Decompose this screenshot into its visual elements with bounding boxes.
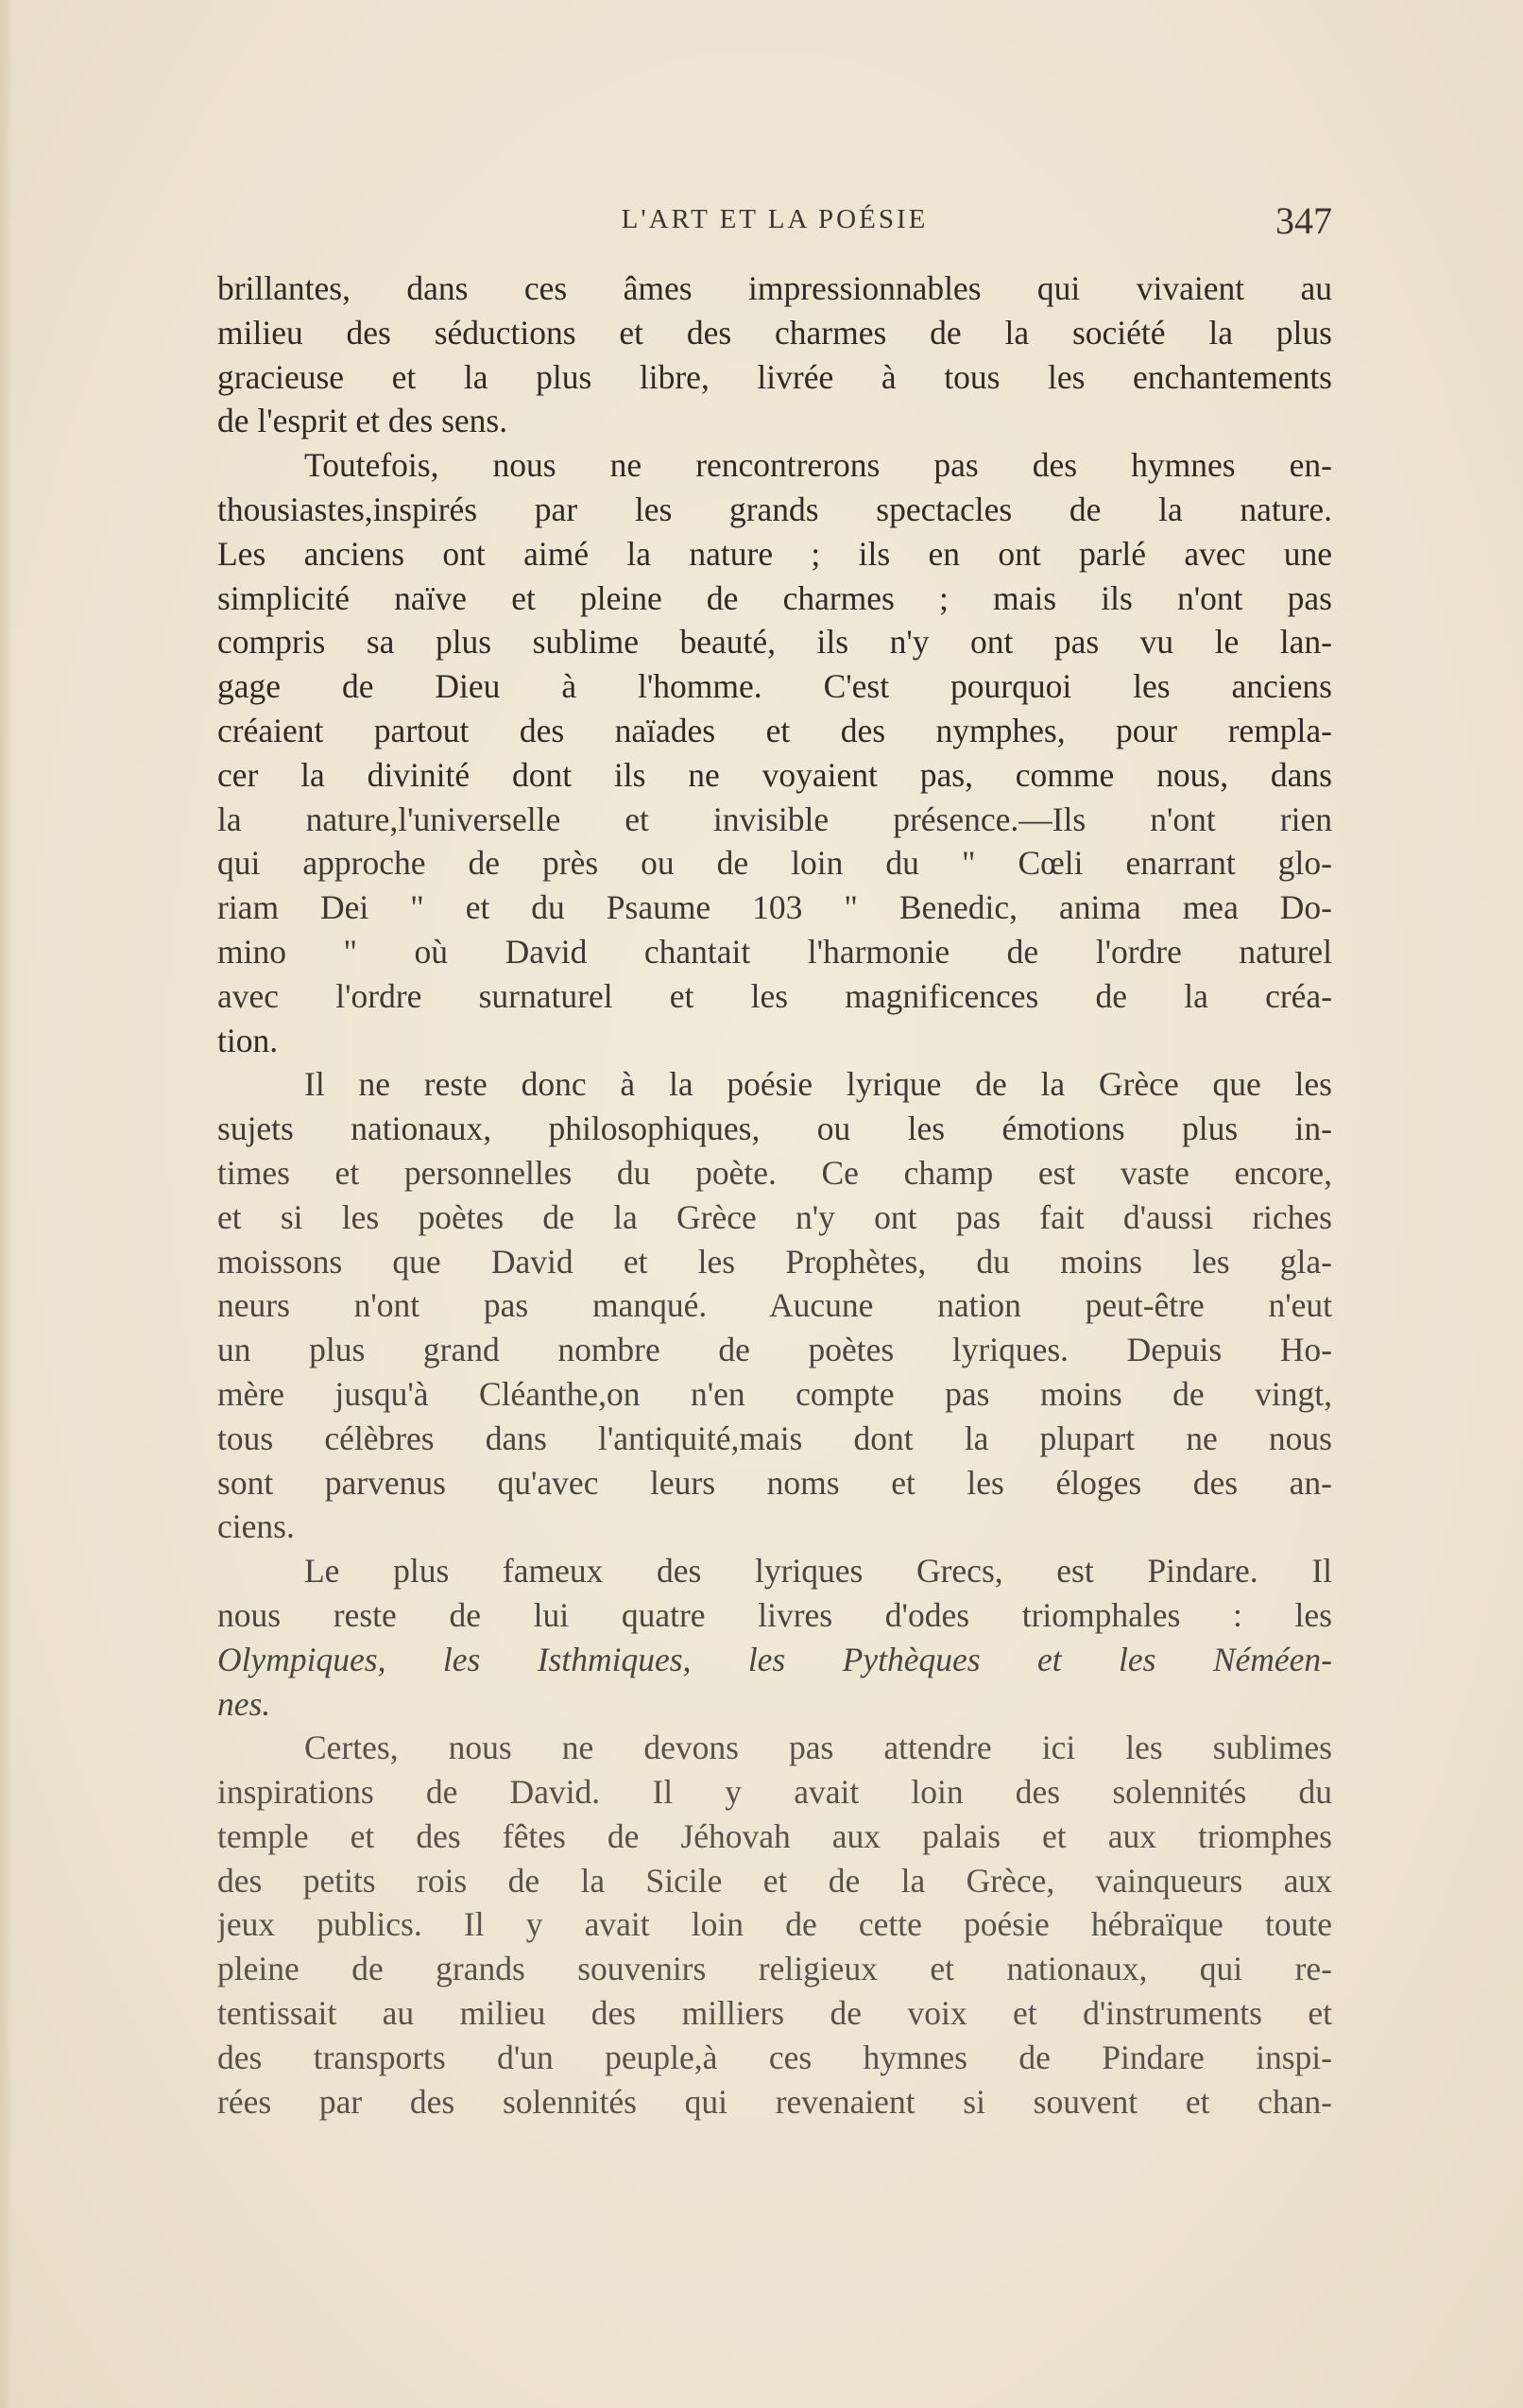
text-line: riam Dei " et du Psaume 103 " Benedic, anima mea Do-	[217, 888, 1332, 927]
text-line: temple et des fêtes de Jéhovah aux palais et aux triomphes	[217, 1816, 1332, 1855]
text-line: gracieuse et la plus libre, livrée à tous les enchantements	[217, 357, 1332, 396]
text-line: times et personnelles du poète. Ce champ est vaste encore,	[217, 1153, 1332, 1192]
text-line: milieu des séductions et des charmes de la société la plus	[217, 313, 1332, 352]
text-line: sont parvenus qu'avec leurs noms et les éloges des an-	[217, 1463, 1332, 1502]
text-line: tous célèbres dans l'antiquité,mais dont la plupart ne nous	[217, 1419, 1332, 1457]
text-line: mère jusqu'à Cléanthe,on n'en compte pas moins de vingt,	[217, 1374, 1332, 1413]
text-line: de l'esprit et des sens.	[217, 402, 508, 440]
running-head	[217, 197, 1332, 244]
text-line: pleine de grands souvenirs religieux et nationaux, qui re-	[217, 1950, 1332, 1988]
text-line: gage de Dieu à l'homme. C'est pourquoi les anciens	[217, 667, 1332, 706]
text-line: Toutefois, nous ne rencontrerons pas des hymnes en-	[304, 446, 1332, 485]
text-line: Olympiques, les Isthmiques, les Pythèques et les Néméen-	[217, 1640, 1332, 1678]
text-line: Les anciens ont aimé la nature ; ils en ont parlé avec une	[217, 534, 1332, 573]
text-line: des petits rois de la Sicile et de la Grèce, vainqueurs aux	[217, 1861, 1332, 1900]
text-line: compris sa plus sublime beauté, ils n'y ont pas vu le lan-	[217, 623, 1332, 662]
text-line: mino " où David chantait l'harmonie de l'ordre naturel	[217, 932, 1332, 971]
text-line: des transports d'un peuple,à ces hymnes de Pindare inspi-	[217, 2038, 1332, 2076]
text-line: neurs n'ont pas manqué. Aucune nation peut-être n'eut	[217, 1286, 1332, 1325]
text-line: tentissait au milieu des milliers de voix et d'instruments et	[217, 1994, 1332, 2033]
running-title: L'ART ET LA POÉSIE	[621, 204, 929, 234]
text-line: Il ne reste donc à la poésie lyrique de la Grèce que les	[304, 1065, 1332, 1104]
text-line: nes.	[217, 1684, 271, 1723]
text-line: Certes, nous ne devons pas attendre ici les sublimes	[304, 1729, 1332, 1767]
body-text	[217, 267, 1332, 2124]
text-line: Le plus fameux des lyriques Grecs, est Pindare. Il	[304, 1552, 1332, 1591]
text-line: rées par des solennités qui revenaient si souvent et chan-	[217, 2082, 1332, 2121]
text-line: jeux publics. Il y avait loin de cette poésie hébraïque toute	[217, 1905, 1332, 1944]
text-line: simplicité naïve et pleine de charmes ; mais ils n'ont pas	[217, 578, 1332, 617]
text-line: nous reste de lui quatre livres d'odes triomphales : les	[217, 1595, 1332, 1634]
text-line: brillantes, dans ces âmes impressionnables qui vivaient au	[217, 269, 1332, 307]
text-line: ciens.	[217, 1507, 295, 1546]
text-line: la nature,l'universelle et invisible présence.—Ils n'ont rien	[217, 800, 1332, 838]
text-line: et si les poètes de la Grèce n'y ont pas fait d'aussi riches	[217, 1197, 1332, 1236]
text-line: moissons que David et les Prophètes, du moins les gla-	[217, 1242, 1332, 1281]
text-line: qui approche de près ou de loin du " Cœli enarrant glo-	[217, 844, 1332, 883]
text-line: inspirations de David. Il y avait loin des solennités du	[217, 1773, 1332, 1812]
page-number: 347	[1275, 199, 1332, 242]
spine-shadow	[0, 0, 13, 2408]
text-line: un plus grand nombre de poètes lyriques. Depuis Ho-	[217, 1331, 1332, 1369]
text-line: thousiastes,inspirés par les grands spectacles de la nature.	[217, 490, 1332, 528]
text-line: tion.	[217, 1021, 279, 1059]
text-line: créaient partout des naïades et des nymphes, pour rempla-	[217, 711, 1332, 749]
text-line: cer la divinité dont ils ne voyaient pas, comme nous, dans	[217, 755, 1332, 794]
text-line: sujets nationaux, philosophiques, ou les émotions plus in-	[217, 1109, 1332, 1148]
text-line: avec l'ordre surnaturel et les magnificences de la créa-	[217, 976, 1332, 1015]
